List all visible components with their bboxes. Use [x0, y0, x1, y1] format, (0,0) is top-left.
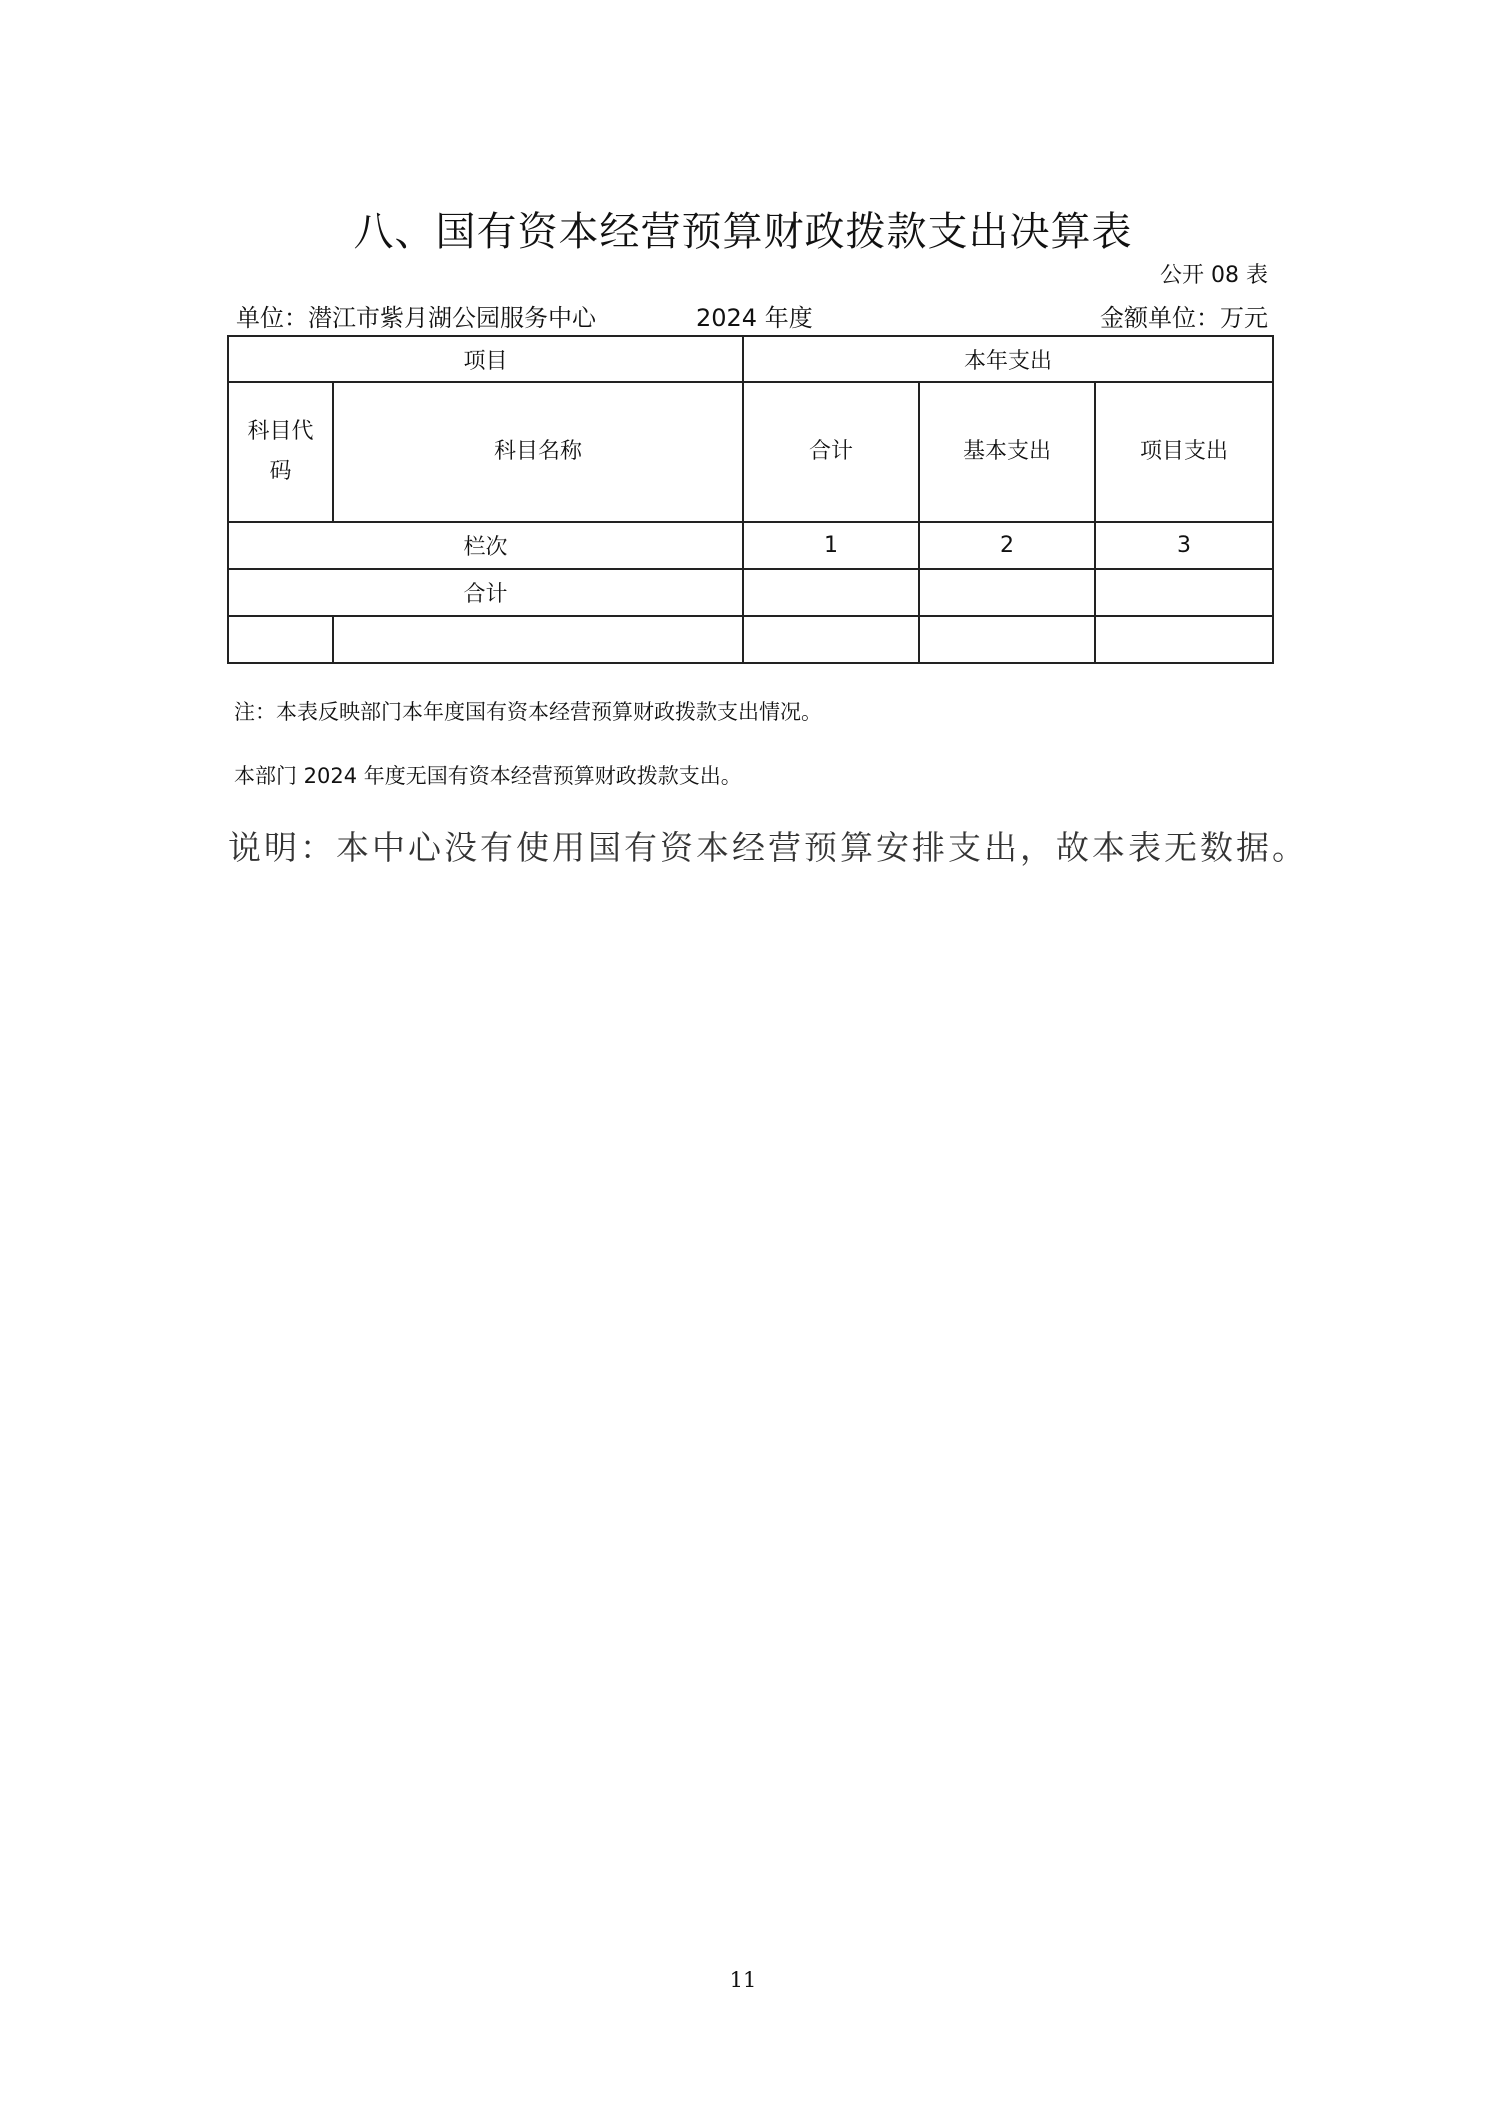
page-title: 八、国有资本经营预算财政拨款支出决算表	[353, 209, 1133, 255]
subject-name-header: 科目名称	[333, 382, 743, 522]
column-number-row	[228, 522, 1273, 569]
empty-total-cell	[743, 616, 919, 663]
table-number: 公开 08 表	[1160, 263, 1268, 288]
empty-name-cell	[333, 616, 743, 663]
table-subheader-row	[228, 382, 1273, 522]
header-current-year-cell: 本年支出	[743, 336, 1273, 382]
column-number-label: 栏次	[228, 522, 743, 569]
explanation-text: 说明：本中心没有使用国有资本经营预算安排支出，故本表无数据。	[228, 828, 1308, 867]
column-number-3: 3	[1095, 522, 1273, 569]
total-row-label: 合计	[228, 569, 743, 616]
no-expense-statement: 本部门 2024 年度无国有资本经营预算财政拨款支出。	[234, 764, 742, 788]
unit-label: 单位：潜江市紫月湖公园服务中心	[236, 304, 596, 332]
basic-expense-header: 基本支出	[919, 382, 1095, 522]
table-note: 注：本表反映部门本年度国有资本经营预算财政拨款支出情况。	[234, 700, 822, 724]
total-basic-cell	[919, 569, 1095, 616]
page-number: 11	[729, 1968, 757, 1992]
total-value-cell	[743, 569, 919, 616]
amount-unit-label: 金额单位：万元	[1100, 304, 1268, 332]
subject-code-header	[228, 382, 333, 522]
table-header-row	[228, 336, 1273, 382]
total-project-cell	[1095, 569, 1273, 616]
year-label: 2024 年度	[696, 304, 813, 332]
meta-row	[236, 298, 1268, 330]
column-number-2: 2	[919, 522, 1095, 569]
subject-code-label: 科目代码	[247, 419, 314, 484]
header-item-cell: 项目	[228, 336, 743, 382]
empty-basic-cell	[919, 616, 1095, 663]
column-number-1: 1	[743, 522, 919, 569]
budget-table	[227, 335, 1274, 664]
empty-project-cell	[1095, 616, 1273, 663]
project-expense-header: 项目支出	[1095, 382, 1273, 522]
table-row	[228, 616, 1273, 663]
total-header: 合计	[743, 382, 919, 522]
empty-code-cell	[228, 616, 333, 663]
total-row	[228, 569, 1273, 616]
